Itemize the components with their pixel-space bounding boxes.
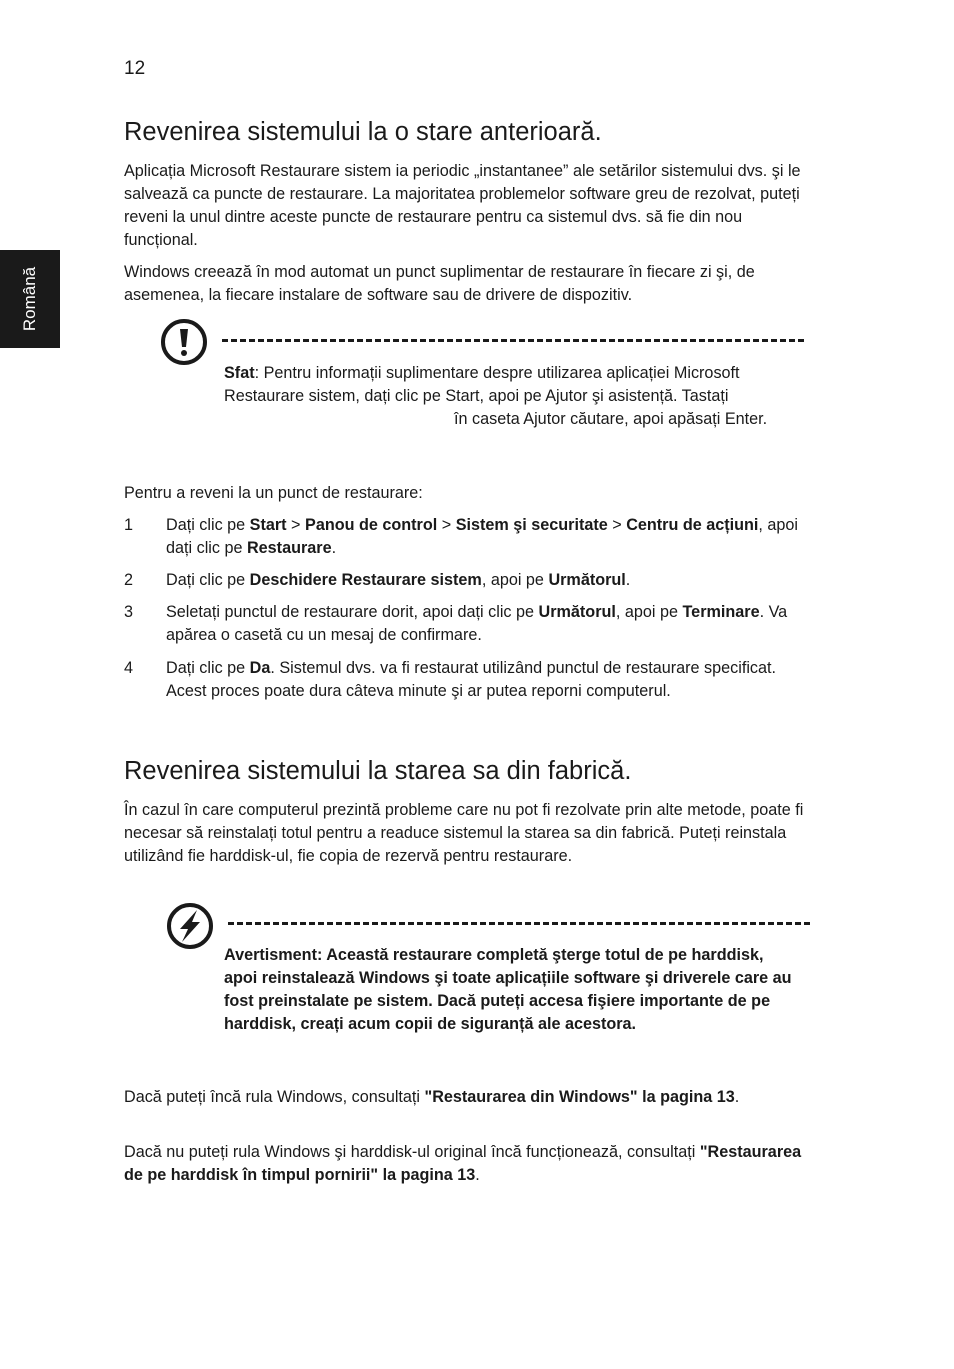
lightning-warning-icon	[166, 902, 214, 950]
reference-restore-harddisk: Dacă nu puteți rula Windows şi harddisk-ul original încă funcționează, consultați "Restaurarea de pe harddisk în timpul pornirii" la pagina 13.	[124, 1143, 802, 1184]
page-number: 12	[124, 58, 146, 79]
section-title-factory-restore: Revenirea sistemului la starea sa din fabrică.	[124, 757, 632, 785]
exclamation-icon	[160, 318, 208, 366]
warning-text: Avertisment: Această restaurare completă şterge totul de pe harddisk, apoi reinstalează Windows şi toate aplicațiile software şi driverele care au fost preinstalate pe sistem. Dacă puteți accesa fişiere importante de pe harddisk, creați acum copii de siguranță ale acestora.	[224, 946, 792, 1033]
tip-label: Sfat	[224, 364, 255, 382]
section-title-restore-previous: Revenirea sistemului la o stare anterioară.	[124, 118, 602, 146]
link-restore-harddisk[interactable]: "Restaurarea de pe harddisk în timpul pornirii" la pagina 13	[124, 1143, 802, 1184]
tip-text: Sfat: Pentru informații suplimentare despre utilizarea aplicației Microsoft Restaurare sistem, dați clic pe Start, apoi pe Ajutor şi asistență. Tastațiîn caseta Ajutor căutare, apoi apăsați Enter.	[224, 364, 768, 428]
reference-restore-windows: Dacă puteți încă rula Windows, consultați "Restaurarea din Windows" la pagina 13.	[124, 1088, 740, 1106]
list-item: 4 Dați clic pe Da. Sistemul dvs. va fi restaurat utilizând punctul de restaurare specificat. Acest proces poate dura câteva minute şi ar putea reporni computerul.	[124, 659, 777, 700]
section1-paragraph-1: Aplicația Microsoft Restaurare sistem ia periodic „instantanee” ale setărilor sistemului dvs. şi le salvează ca puncte de restaurare. La majoritatea problemelor software greu de rezolvat, puteți reveni la unul dintre aceste puncte de restaurare pentru ca sistemul dvs. să fie din nou funcțional.	[124, 162, 801, 249]
list-item: 3 Seletați punctul de restaurare dorit, apoi dați clic pe Următorul, apoi pe Terminare. Va apărea o casetă cu un mesaj de confirmare.	[124, 603, 788, 644]
list-item: 2 Dați clic pe Deschidere Restaurare sistem, apoi pe Următorul.	[124, 571, 631, 589]
warning-divider	[228, 922, 810, 925]
list-item: 1 Dați clic pe Start > Panou de control > Sistem şi securitate > Centru de acțiuni, apoi dați clic pe Restaurare.	[124, 516, 799, 557]
language-tab	[0, 250, 60, 348]
section2-paragraph-1: În cazul în care computerul prezintă probleme care nu pot fi rezolvate prin alte metode, poate fi necesar să reinstalați totul pentru a readuce sistemul la starea sa din fabrică. Puteți reinstala utilizând fie harddisk-ul, fie copia de rezervă pentru restaurare.	[124, 801, 804, 865]
tip-divider	[222, 339, 804, 342]
section1-paragraph-2: Windows creează în mod automat un punct suplimentar de restaurare în fiecare zi şi, de asemenea, la fiecare instalare de software sau de drivere de dispozitiv.	[124, 263, 755, 304]
link-restore-windows[interactable]: "Restaurarea din Windows" la pagina 13	[424, 1088, 735, 1106]
steps-intro: Pentru a reveni la un punct de restaurare:	[124, 484, 423, 502]
language-tab-label: Română	[20, 266, 39, 332]
